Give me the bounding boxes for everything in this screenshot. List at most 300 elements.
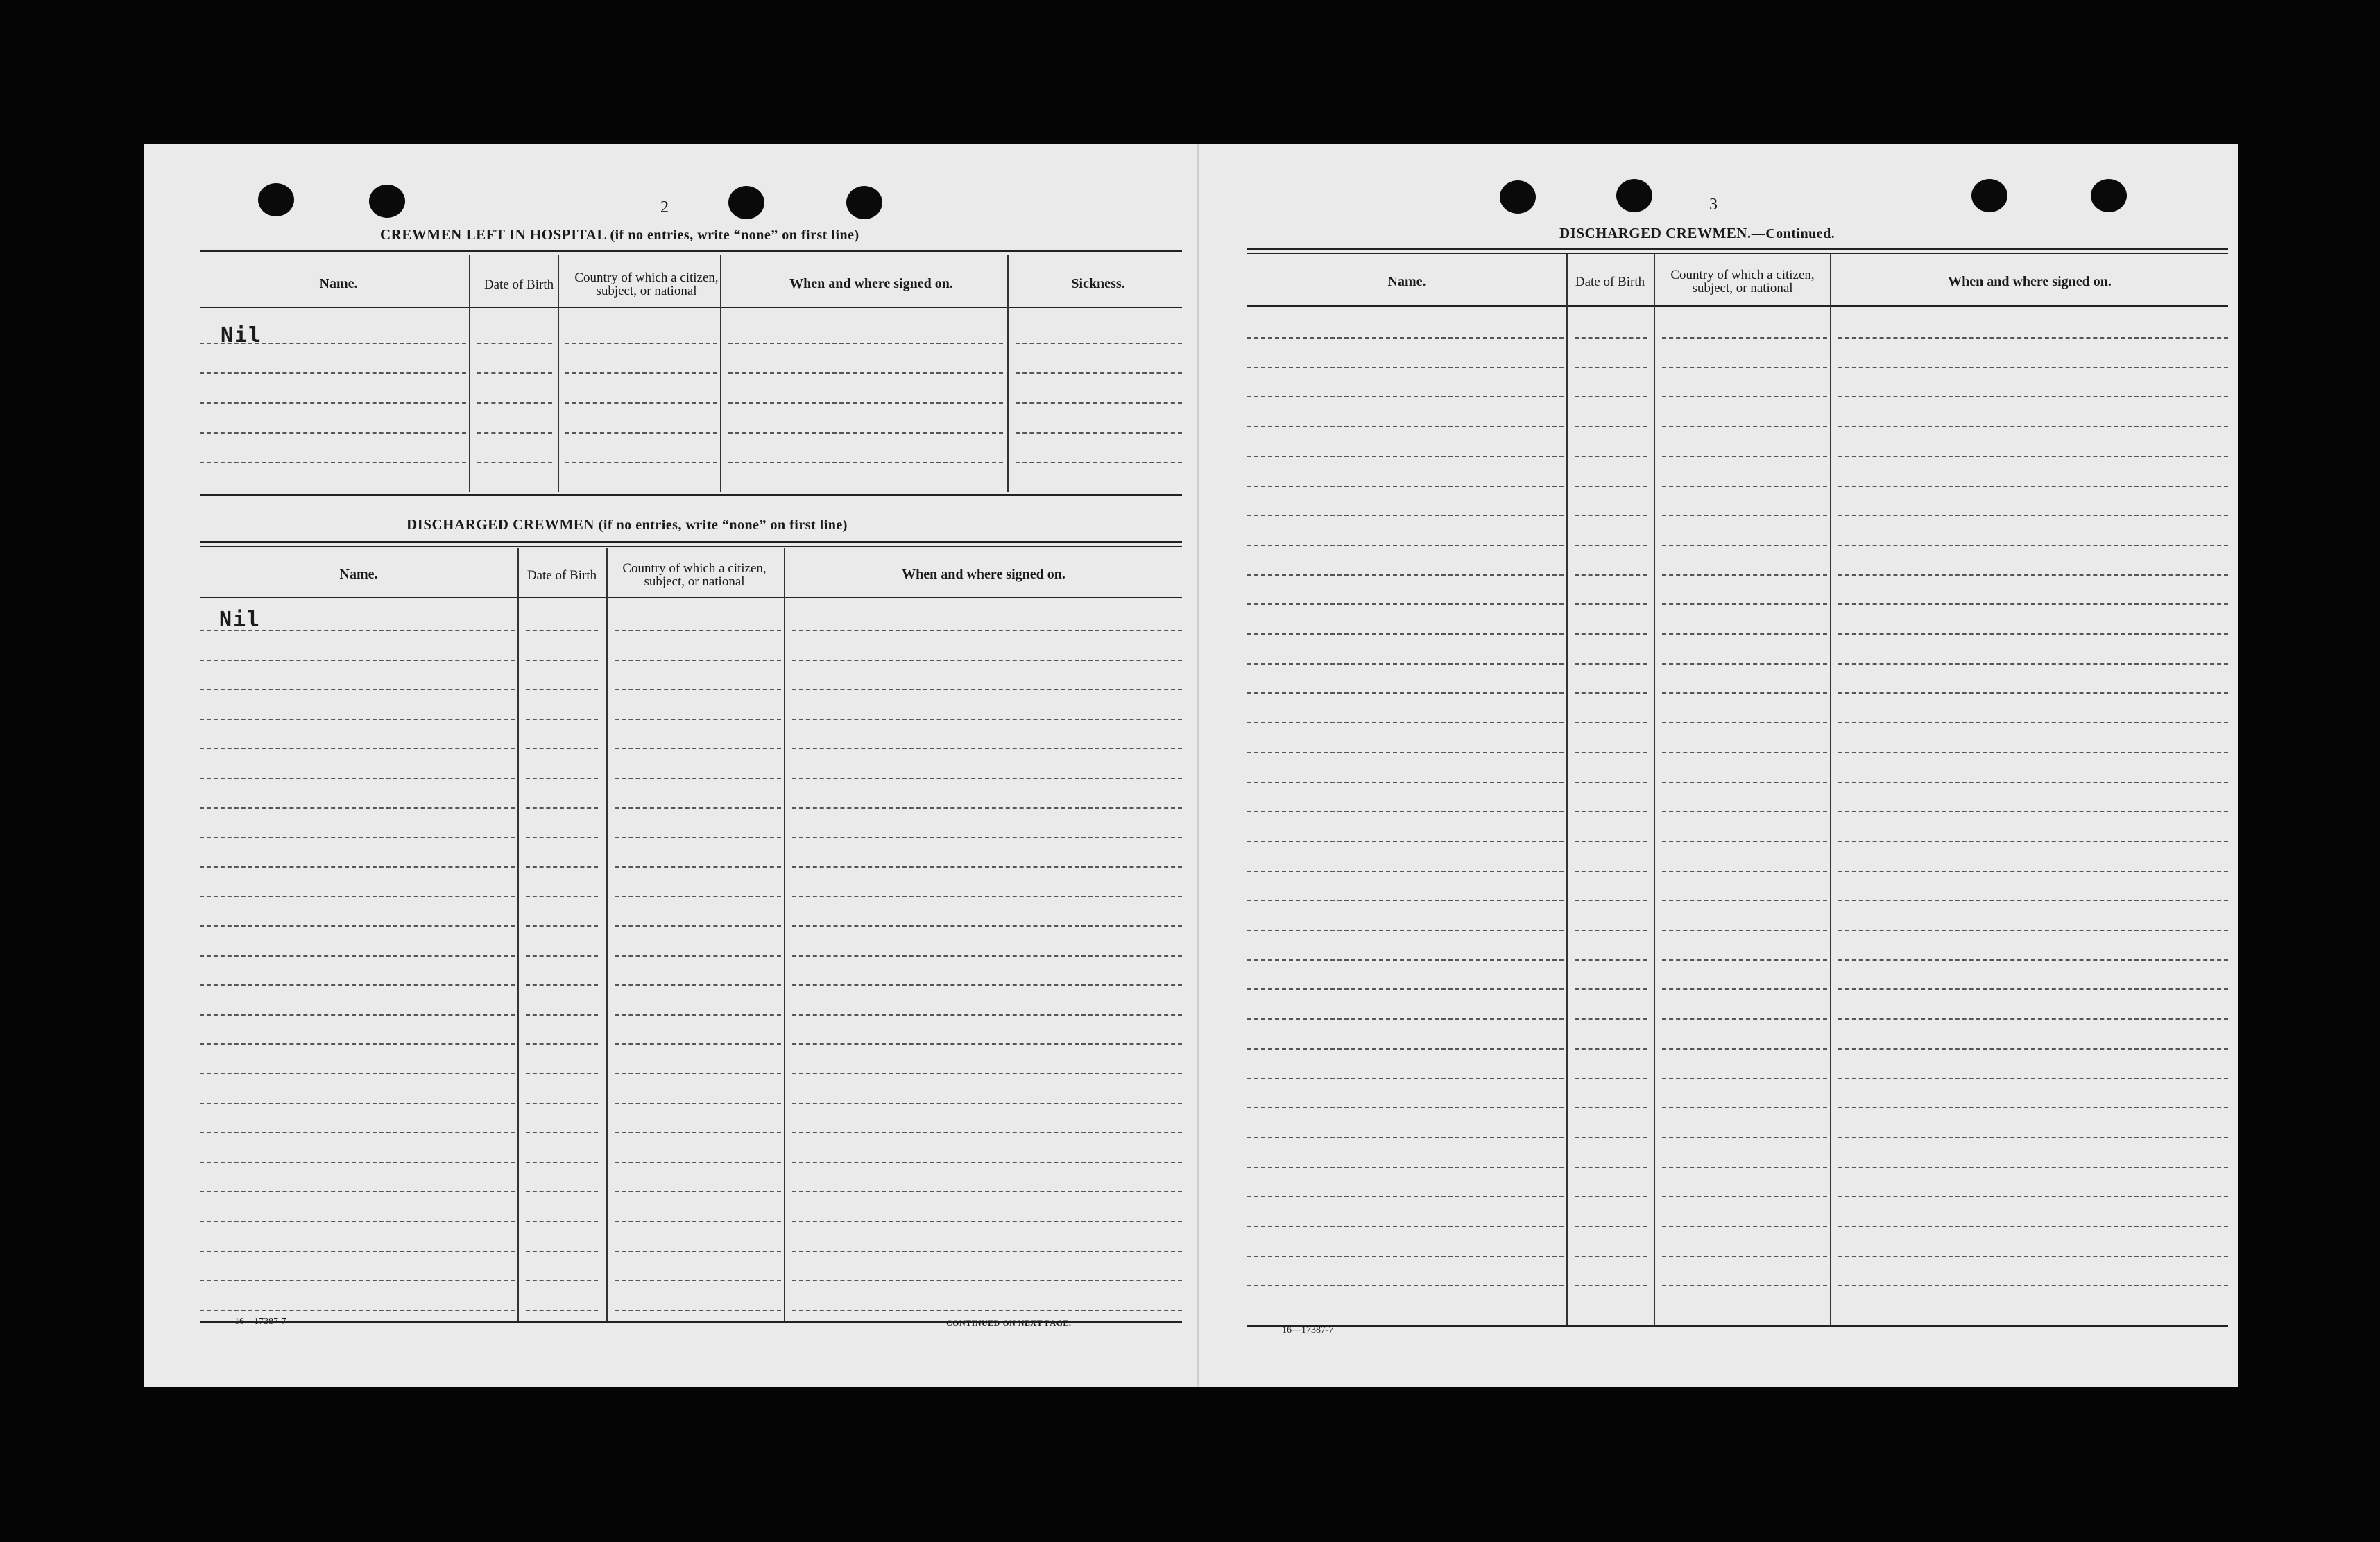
ruled-line bbox=[615, 1251, 781, 1252]
ruled-line bbox=[1575, 1137, 1647, 1138]
ruled-line bbox=[477, 462, 552, 463]
double-rule bbox=[1247, 1325, 2228, 1327]
ruled-line bbox=[1575, 574, 1647, 576]
ruled-line bbox=[1838, 752, 2228, 753]
ruled-line bbox=[526, 837, 598, 838]
punch-hole bbox=[846, 186, 882, 219]
ruled-line bbox=[1662, 1285, 1827, 1286]
ruled-line bbox=[1575, 959, 1647, 961]
ruled-line bbox=[1247, 782, 1564, 783]
ruled-line bbox=[1662, 841, 1827, 842]
ruled-line bbox=[1575, 692, 1647, 694]
ruled-line bbox=[1247, 1018, 1564, 1020]
ruled-line bbox=[1838, 337, 2228, 339]
ruled-line bbox=[615, 807, 781, 809]
col-divider bbox=[1566, 254, 1568, 1326]
ruled-line bbox=[792, 1014, 1182, 1016]
page-number: 2 bbox=[660, 198, 669, 216]
ruled-line bbox=[792, 778, 1182, 779]
ruled-line bbox=[1838, 930, 2228, 931]
ruled-line bbox=[615, 925, 781, 927]
ruled-line bbox=[1247, 1196, 1564, 1197]
discharged-col-name: Name. bbox=[339, 566, 378, 582]
ruled-line bbox=[1247, 486, 1564, 487]
hospital-title-text: CREWMEN LEFT IN HOSPITAL bbox=[380, 226, 606, 243]
ruled-line bbox=[1838, 1167, 2228, 1168]
ruled-line bbox=[1662, 456, 1827, 457]
ruled-line bbox=[1662, 633, 1827, 635]
ruled-line bbox=[1575, 900, 1647, 901]
ruled-line bbox=[615, 689, 781, 690]
ruled-line bbox=[526, 1073, 598, 1074]
ruled-line bbox=[200, 984, 515, 986]
ruled-line bbox=[1662, 337, 1827, 339]
ruled-line bbox=[1662, 1018, 1827, 1020]
ruled-line bbox=[200, 1191, 515, 1192]
ruled-line bbox=[200, 1043, 515, 1045]
ruled-line bbox=[1838, 988, 2228, 990]
ruled-line bbox=[1838, 1196, 2228, 1197]
header-rule bbox=[1247, 305, 2228, 307]
ruled-line bbox=[1838, 486, 2228, 487]
ruled-line bbox=[1016, 343, 1182, 344]
ruled-line bbox=[792, 748, 1182, 749]
discharged-instruction: (if no entries, write “none” on first line) bbox=[598, 517, 848, 533]
ruled-line bbox=[526, 1280, 598, 1281]
ruled-line bbox=[615, 866, 781, 868]
ruled-line bbox=[1662, 692, 1827, 694]
col-divider bbox=[1007, 255, 1009, 492]
ruled-line bbox=[1575, 1078, 1647, 1079]
ruled-line bbox=[526, 896, 598, 897]
ruled-line bbox=[1247, 930, 1564, 931]
ruled-line bbox=[1247, 426, 1564, 427]
right-col-dob: Date of Birth bbox=[1575, 274, 1645, 289]
discharged-col-country: Country of which a citizen, subject, or national bbox=[622, 561, 767, 589]
ruled-line bbox=[1575, 1107, 1647, 1108]
ruled-line bbox=[615, 837, 781, 838]
ruled-line bbox=[200, 1162, 515, 1163]
ruled-line bbox=[615, 1191, 781, 1192]
ruled-line bbox=[792, 1221, 1182, 1222]
ruled-line bbox=[1575, 930, 1647, 931]
ruled-line bbox=[615, 1162, 781, 1163]
ruled-line bbox=[792, 955, 1182, 957]
ruled-line bbox=[526, 630, 598, 631]
ruled-line bbox=[1838, 692, 2228, 694]
ruled-line bbox=[200, 1073, 515, 1074]
ruled-line bbox=[1662, 663, 1827, 665]
ruled-line bbox=[526, 1043, 598, 1045]
ruled-line bbox=[526, 689, 598, 690]
discharged-continued-title bbox=[1559, 225, 1835, 242]
ruled-line bbox=[615, 778, 781, 779]
hospital-instruction: (if no entries, write “none” on first line) bbox=[610, 228, 859, 243]
ruled-line bbox=[792, 1073, 1182, 1074]
right-page bbox=[1197, 144, 2238, 1387]
ruled-line bbox=[1016, 372, 1182, 374]
col-divider bbox=[1654, 254, 1655, 1326]
ruled-line bbox=[1575, 1196, 1647, 1197]
ruled-line bbox=[200, 807, 515, 809]
ruled-line bbox=[1575, 337, 1647, 339]
ruled-line bbox=[1838, 1078, 2228, 1079]
ruled-line bbox=[615, 1073, 781, 1074]
ruled-line bbox=[200, 866, 515, 868]
ruled-line bbox=[1838, 456, 2228, 457]
ruled-line bbox=[1247, 900, 1564, 901]
ruled-line bbox=[615, 1280, 781, 1281]
hospital-col-name: Name. bbox=[319, 275, 358, 291]
ruled-line bbox=[792, 1103, 1182, 1104]
ruled-line bbox=[1575, 722, 1647, 723]
ruled-line bbox=[477, 402, 552, 404]
ruled-line bbox=[1662, 782, 1827, 783]
ruled-line bbox=[526, 1310, 598, 1311]
hospital-handwritten-entry: Nil bbox=[221, 323, 263, 348]
ruled-line bbox=[1838, 1107, 2228, 1108]
ruled-line bbox=[1662, 574, 1827, 576]
hospital-col-sickness: Sickness. bbox=[1071, 275, 1125, 291]
ruled-line bbox=[1575, 1285, 1647, 1286]
ruled-line bbox=[1575, 1256, 1647, 1257]
ruled-line bbox=[1575, 1018, 1647, 1020]
col-divider bbox=[469, 255, 470, 492]
ruled-line bbox=[1575, 782, 1647, 783]
ruled-line bbox=[792, 807, 1182, 809]
hospital-col-dob: Date of Birth bbox=[483, 277, 554, 292]
punch-hole bbox=[2091, 179, 2127, 212]
ruled-line bbox=[615, 1043, 781, 1045]
form-number: 16—17387-7 bbox=[234, 1317, 286, 1327]
ruled-line bbox=[526, 1251, 598, 1252]
ruled-line bbox=[526, 1221, 598, 1222]
ruled-line bbox=[1575, 515, 1647, 516]
double-rule bbox=[1247, 248, 2228, 250]
ruled-line bbox=[792, 630, 1182, 631]
double-rule bbox=[200, 541, 1182, 543]
ruled-line bbox=[200, 1221, 515, 1222]
ruled-line bbox=[1247, 959, 1564, 961]
ruled-line bbox=[200, 1310, 515, 1311]
ruled-line bbox=[1662, 515, 1827, 516]
ruled-line bbox=[200, 955, 515, 957]
ruled-line bbox=[526, 719, 598, 720]
ruled-line bbox=[1838, 841, 2228, 842]
ruled-line bbox=[1838, 1256, 2228, 1257]
ruled-line bbox=[1247, 1256, 1564, 1257]
ruled-line bbox=[200, 402, 466, 404]
discharged-continued-text: DISCHARGED CREWMEN. bbox=[1559, 225, 1752, 241]
ruled-line bbox=[526, 748, 598, 749]
col-divider bbox=[784, 548, 785, 1321]
ruled-line bbox=[200, 1014, 515, 1016]
ruled-line bbox=[1575, 545, 1647, 546]
page-number: 3 bbox=[1709, 196, 1718, 214]
ruled-line bbox=[792, 689, 1182, 690]
ruled-line bbox=[1247, 1226, 1564, 1227]
ruled-line bbox=[1575, 988, 1647, 990]
discharged-handwritten-entry: Nil bbox=[219, 608, 262, 632]
hospital-col-country: Country of which a citizen, subject, or national bbox=[574, 271, 719, 298]
ruled-line bbox=[1662, 1226, 1827, 1227]
ruled-line bbox=[526, 925, 598, 927]
ruled-line bbox=[1575, 456, 1647, 457]
ruled-line bbox=[1838, 545, 2228, 546]
ruled-line bbox=[1575, 663, 1647, 665]
header-rule bbox=[200, 307, 1182, 308]
ruled-line bbox=[565, 343, 717, 344]
ruled-line bbox=[565, 462, 717, 463]
ruled-line bbox=[1575, 426, 1647, 427]
ruled-line bbox=[1575, 396, 1647, 397]
ruled-line bbox=[200, 1132, 515, 1133]
ruled-line bbox=[615, 984, 781, 986]
punch-hole bbox=[1500, 180, 1536, 214]
ruled-line bbox=[1575, 1048, 1647, 1050]
ruled-line bbox=[1575, 603, 1647, 605]
hospital-col-signed-on: When and where signed on. bbox=[789, 275, 953, 291]
ruled-line bbox=[1247, 545, 1564, 546]
ruled-line bbox=[1662, 545, 1827, 546]
ruled-line bbox=[1662, 1107, 1827, 1108]
ruled-line bbox=[1662, 930, 1827, 931]
ruled-line bbox=[792, 1043, 1182, 1045]
ruled-line bbox=[1838, 959, 2228, 961]
ruled-line bbox=[477, 432, 552, 434]
ruled-line bbox=[565, 372, 717, 374]
ruled-line bbox=[565, 432, 717, 434]
ruled-line bbox=[792, 837, 1182, 838]
ruled-line bbox=[615, 1221, 781, 1222]
ruled-line bbox=[792, 866, 1182, 868]
ruled-line bbox=[615, 1310, 781, 1311]
ruled-line bbox=[1016, 462, 1182, 463]
ruled-line bbox=[1247, 1167, 1564, 1168]
ruled-line bbox=[1247, 988, 1564, 990]
ruled-line bbox=[1838, 1048, 2228, 1050]
ruled-line bbox=[792, 1162, 1182, 1163]
col-divider bbox=[558, 255, 559, 492]
hospital-section-title bbox=[380, 226, 859, 243]
ruled-line bbox=[1838, 811, 2228, 812]
ruled-line bbox=[1838, 663, 2228, 665]
ruled-line bbox=[1838, 396, 2228, 397]
ruled-line bbox=[200, 778, 515, 779]
ruled-line bbox=[1247, 515, 1564, 516]
ruled-line bbox=[1838, 900, 2228, 901]
ruled-line bbox=[1016, 432, 1182, 434]
ruled-line bbox=[1662, 900, 1827, 901]
ruled-line bbox=[792, 1310, 1182, 1311]
col-divider bbox=[720, 255, 721, 492]
ruled-line bbox=[1575, 1167, 1647, 1168]
ruled-line bbox=[615, 896, 781, 897]
ruled-line bbox=[1662, 811, 1827, 812]
ruled-line bbox=[1575, 752, 1647, 753]
punch-hole bbox=[1971, 179, 2007, 212]
ruled-line bbox=[526, 1103, 598, 1104]
ruled-line bbox=[1838, 871, 2228, 872]
ruled-line bbox=[1247, 811, 1564, 812]
ruled-line bbox=[1838, 426, 2228, 427]
ruled-line bbox=[615, 1132, 781, 1133]
ruled-line bbox=[1575, 871, 1647, 872]
ruled-line bbox=[1247, 603, 1564, 605]
form-number: 16—17387-7 bbox=[1282, 1325, 1334, 1335]
ruled-line bbox=[728, 372, 1003, 374]
ruled-line bbox=[200, 343, 466, 344]
ruled-line bbox=[1662, 486, 1827, 487]
ruled-line bbox=[1662, 1167, 1827, 1168]
double-rule bbox=[200, 250, 1182, 252]
ruled-line bbox=[200, 689, 515, 690]
ruled-line bbox=[526, 1191, 598, 1192]
ruled-line bbox=[1662, 396, 1827, 397]
ruled-line bbox=[1662, 871, 1827, 872]
ruled-line bbox=[1662, 1196, 1827, 1197]
ruled-line bbox=[526, 984, 598, 986]
col-divider bbox=[1830, 254, 1831, 1326]
double-rule bbox=[200, 494, 1182, 496]
ruled-line bbox=[1247, 663, 1564, 665]
ruled-line bbox=[1247, 574, 1564, 576]
ruled-line bbox=[1662, 752, 1827, 753]
ruled-line bbox=[1662, 1048, 1827, 1050]
ruled-line bbox=[792, 719, 1182, 720]
ruled-line bbox=[1838, 722, 2228, 723]
ruled-line bbox=[1247, 871, 1564, 872]
ruled-line bbox=[728, 343, 1003, 344]
ruled-line bbox=[615, 1014, 781, 1016]
ruled-line bbox=[1838, 1285, 2228, 1286]
discharged-col-signed-on: When and where signed on. bbox=[902, 566, 1065, 582]
ruled-line bbox=[1838, 603, 2228, 605]
ruled-line bbox=[1247, 1285, 1564, 1286]
ruled-line bbox=[792, 925, 1182, 927]
ruled-line bbox=[200, 372, 466, 374]
continued-note: CONTINUED ON NEXT PAGE. bbox=[946, 1318, 1072, 1328]
ruled-line bbox=[1575, 367, 1647, 368]
ruled-line bbox=[1247, 692, 1564, 694]
ruled-line bbox=[1662, 988, 1827, 990]
ruled-line bbox=[1247, 722, 1564, 723]
ruled-line bbox=[1662, 1078, 1827, 1079]
ruled-line bbox=[526, 807, 598, 809]
ruled-line bbox=[615, 1103, 781, 1104]
ruled-line bbox=[526, 955, 598, 957]
ruled-line bbox=[1247, 841, 1564, 842]
col-divider bbox=[517, 548, 519, 1321]
ruled-line bbox=[200, 1251, 515, 1252]
discharged-title-text: DISCHARGED CREWMEN bbox=[406, 516, 594, 533]
ruled-line bbox=[526, 660, 598, 661]
right-col-signed-on: When and where signed on. bbox=[1948, 273, 2112, 289]
ruled-line bbox=[792, 1280, 1182, 1281]
ruled-line bbox=[1838, 782, 2228, 783]
ruled-line bbox=[200, 925, 515, 927]
ruled-line bbox=[792, 1132, 1182, 1133]
ruled-line bbox=[1662, 959, 1827, 961]
ruled-line bbox=[792, 896, 1182, 897]
ruled-line bbox=[200, 432, 466, 434]
ruled-line bbox=[1247, 1137, 1564, 1138]
ruled-line bbox=[526, 1132, 598, 1133]
ruled-line bbox=[200, 1103, 515, 1104]
ruled-line bbox=[1575, 486, 1647, 487]
ruled-line bbox=[615, 748, 781, 749]
ruled-line bbox=[1838, 515, 2228, 516]
ruled-line bbox=[1247, 337, 1564, 339]
punch-hole bbox=[369, 185, 405, 218]
ruled-line bbox=[728, 402, 1003, 404]
ruled-line bbox=[615, 630, 781, 631]
right-col-name: Name. bbox=[1387, 273, 1426, 289]
ruled-line bbox=[526, 1162, 598, 1163]
ruled-line bbox=[1016, 402, 1182, 404]
ruled-line bbox=[1247, 396, 1564, 397]
ruled-line bbox=[526, 866, 598, 868]
ruled-line bbox=[1838, 1018, 2228, 1020]
ruled-line bbox=[1575, 841, 1647, 842]
ruled-line bbox=[1838, 1137, 2228, 1138]
ruled-line bbox=[1575, 811, 1647, 812]
ruled-line bbox=[200, 462, 466, 463]
ruled-line bbox=[1662, 722, 1827, 723]
ruled-line bbox=[1247, 1107, 1564, 1108]
ruled-line bbox=[477, 372, 552, 374]
ruled-line bbox=[200, 1280, 515, 1281]
punch-hole bbox=[728, 186, 764, 219]
ruled-line bbox=[200, 896, 515, 897]
ruled-line bbox=[1247, 1048, 1564, 1050]
ruled-line bbox=[1662, 1256, 1827, 1257]
ruled-line bbox=[200, 748, 515, 749]
ruled-line bbox=[792, 984, 1182, 986]
col-divider bbox=[606, 548, 608, 1321]
ruled-line bbox=[1662, 367, 1827, 368]
ruled-line bbox=[1247, 1078, 1564, 1079]
ruled-line bbox=[615, 719, 781, 720]
ruled-line bbox=[1575, 633, 1647, 635]
ruled-line bbox=[1247, 456, 1564, 457]
ruled-line bbox=[200, 719, 515, 720]
ruled-line bbox=[477, 343, 552, 344]
header-rule bbox=[200, 597, 1182, 598]
ruled-line bbox=[1662, 426, 1827, 427]
discharged-section-title bbox=[406, 516, 848, 533]
ruled-line bbox=[565, 402, 717, 404]
ruled-line bbox=[1247, 367, 1564, 368]
ruled-line bbox=[526, 778, 598, 779]
ruled-line bbox=[728, 462, 1003, 463]
ruled-line bbox=[792, 1191, 1182, 1192]
ruled-line bbox=[200, 660, 515, 661]
ruled-line bbox=[1838, 633, 2228, 635]
ruled-line bbox=[200, 837, 515, 838]
ruled-line bbox=[1662, 603, 1827, 605]
punch-hole bbox=[258, 183, 294, 216]
right-col-country: Country of which a citizen, subject, or national bbox=[1670, 268, 1815, 295]
ruled-line bbox=[1838, 574, 2228, 576]
ruled-line bbox=[1838, 1226, 2228, 1227]
ruled-line bbox=[1575, 1226, 1647, 1227]
ruled-line bbox=[615, 955, 781, 957]
ruled-line bbox=[792, 660, 1182, 661]
ruled-line bbox=[200, 630, 515, 631]
ruled-line bbox=[1838, 367, 2228, 368]
ruled-line bbox=[615, 660, 781, 661]
